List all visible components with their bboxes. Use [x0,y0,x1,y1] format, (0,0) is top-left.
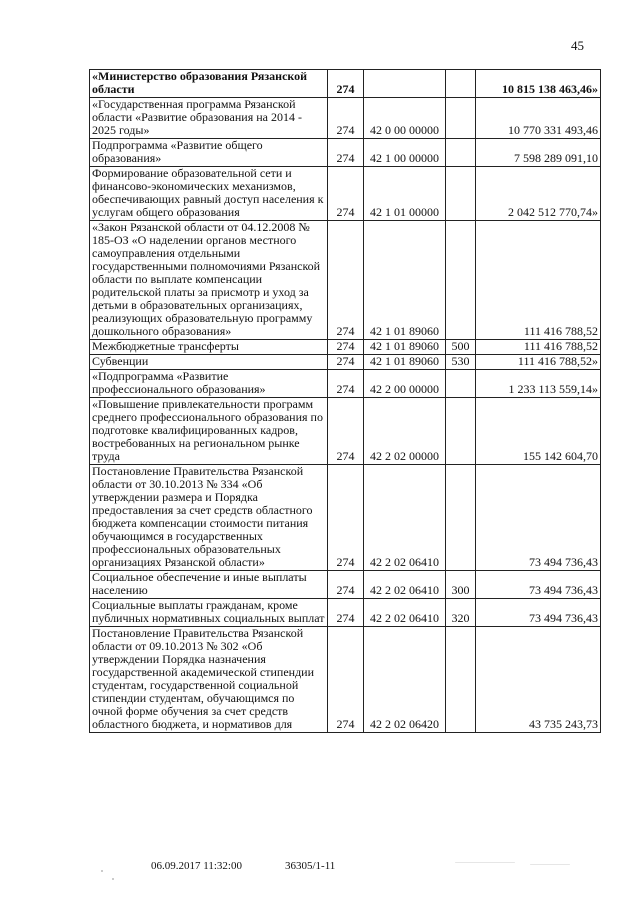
expense-type-cell: 500 [446,340,476,355]
table-row [90,599,601,627]
table-row [90,571,601,599]
expense-type-cell [446,70,476,98]
amount-cell: 73 494 736,43 [476,571,601,599]
amount-cell: 111 416 788,52 [476,221,601,340]
page-number: 45 [571,38,584,53]
amount-cell: 2 042 512 770,74» [476,167,601,221]
expense-type-cell [446,370,476,398]
row-name-cell: Постановление Правительства Рязанской области от 30.10.2013 № 334 «Об утверждении размера и Порядка предоставления за счет средств областного бюджета компенсации стоимости питания обучающимся в государственных профессиональных образовательных организациях Рязанской области» [90,465,328,571]
ministry-code-cell: 274 [328,139,364,167]
ministry-code-cell: 274 [328,370,364,398]
amount-cell: 7 598 289 091,10 [476,139,601,167]
expense-type-cell: 300 [446,571,476,599]
scan-artifact [101,870,103,872]
expense-type-cell [446,398,476,465]
ministry-code-cell: 274 [328,167,364,221]
amount-cell: 111 416 788,52 [476,340,601,355]
expense-type-cell [446,627,476,733]
expense-type-cell: 320 [446,599,476,627]
row-name-cell: «Министерство образования Рязанской области [90,70,328,98]
target-article-cell: 42 1 01 89060 [364,355,446,370]
table-row [90,340,601,355]
target-article-cell: 42 2 00 00000 [364,370,446,398]
table-row [90,70,601,98]
ministry-code-cell: 274 [328,627,364,733]
table-row [90,370,601,398]
row-name-cell: «Государственная программа Рязанской области «Развитие образования на 2014 - 2025 годы» [90,98,328,139]
target-article-cell: 42 2 02 06420 [364,627,446,733]
table-row [90,627,601,733]
expense-type-cell [446,465,476,571]
table-row [90,139,601,167]
table-row [90,167,601,221]
expense-type-cell [446,139,476,167]
target-article-cell: 42 2 02 00000 [364,398,446,465]
target-article-cell: 42 1 01 89060 [364,221,446,340]
footer-timestamp: 06.09.2017 11:32:00 [151,860,242,872]
ministry-code-cell: 274 [328,599,364,627]
table-row [90,398,601,465]
ministry-code-cell: 274 [328,571,364,599]
table-row [90,98,601,139]
row-name-cell: Межбюджетные трансферты [90,340,328,355]
amount-cell: 73 494 736,43 [476,599,601,627]
scan-artifact [112,878,114,880]
amount-cell: 10 815 138 463,46» [476,70,601,98]
target-article-cell: 42 1 01 89060 [364,340,446,355]
amount-cell: 111 416 788,52» [476,355,601,370]
table-row [90,221,601,340]
scan-artifact [455,862,515,863]
amount-cell: 73 494 736,43 [476,465,601,571]
footer-document-code: 36305/1-11 [285,860,336,872]
ministry-code-cell: 274 [328,398,364,465]
row-name-cell: Субвенции [90,355,328,370]
target-article-cell: 42 2 02 06410 [364,599,446,627]
ministry-code-cell: 274 [328,355,364,370]
row-name-cell: Постановление Правительства Рязанской области от 09.10.2013 № 302 «Об утверждении Порядка назначения государственной академической стипендии студентам, государственной социальной стипендии студентам, обучающимся по очной форме обучения за счет средств областного бюджета, и нормативов для [90,627,328,733]
ministry-code-cell: 274 [328,98,364,139]
row-name-cell: Подпрограмма «Развитие общего образования» [90,139,328,167]
row-name-cell: «Повышение привлекательности программ среднего профессионального образования по подготовке квалифицированных кадров, востребованных на региональном рынке труда [90,398,328,465]
row-name-cell: Социальные выплаты гражданам, кроме публичных нормативных социальных выплат [90,599,328,627]
expense-type-cell [446,98,476,139]
target-article-cell: 42 1 00 00000 [364,139,446,167]
target-article-cell: 42 1 01 00000 [364,167,446,221]
amount-cell: 1 233 113 559,14» [476,370,601,398]
ministry-code-cell: 274 [328,70,364,98]
target-article-cell: 42 2 02 06410 [364,465,446,571]
target-article-cell [364,70,446,98]
ministry-code-cell: 274 [328,465,364,571]
row-name-cell: «Подпрограмма «Развитие профессионального образования» [90,370,328,398]
row-name-cell: Формирование образовательной сети и финансово-экономических механизмов, обеспечивающих равный доступ населения к услугам общего образования [90,167,328,221]
row-name-cell: Социальное обеспечение и иные выплаты населению [90,571,328,599]
amount-cell: 43 735 243,73 [476,627,601,733]
row-name-cell: «Закон Рязанской области от 04.12.2008 № 185-ОЗ «О наделении органов местного самоуправления отдельными государственными полномочиями Рязанской области по выплате компенсации родительской платы за присмотр и уход за детьми в образовательных организациях, реализующих образовательную программу дошкольного образования» [90,221,328,340]
table-row [90,355,601,370]
scan-artifact [530,864,570,865]
table-row [90,465,601,571]
amount-cell: 10 770 331 493,46 [476,98,601,139]
target-article-cell: 42 0 00 00000 [364,98,446,139]
expense-type-cell: 530 [446,355,476,370]
ministry-code-cell: 274 [328,340,364,355]
ministry-code-cell: 274 [328,221,364,340]
expense-type-cell [446,167,476,221]
expense-type-cell [446,221,476,340]
amount-cell: 155 142 604,70 [476,398,601,465]
target-article-cell: 42 2 02 06410 [364,571,446,599]
budget-table [89,69,601,733]
